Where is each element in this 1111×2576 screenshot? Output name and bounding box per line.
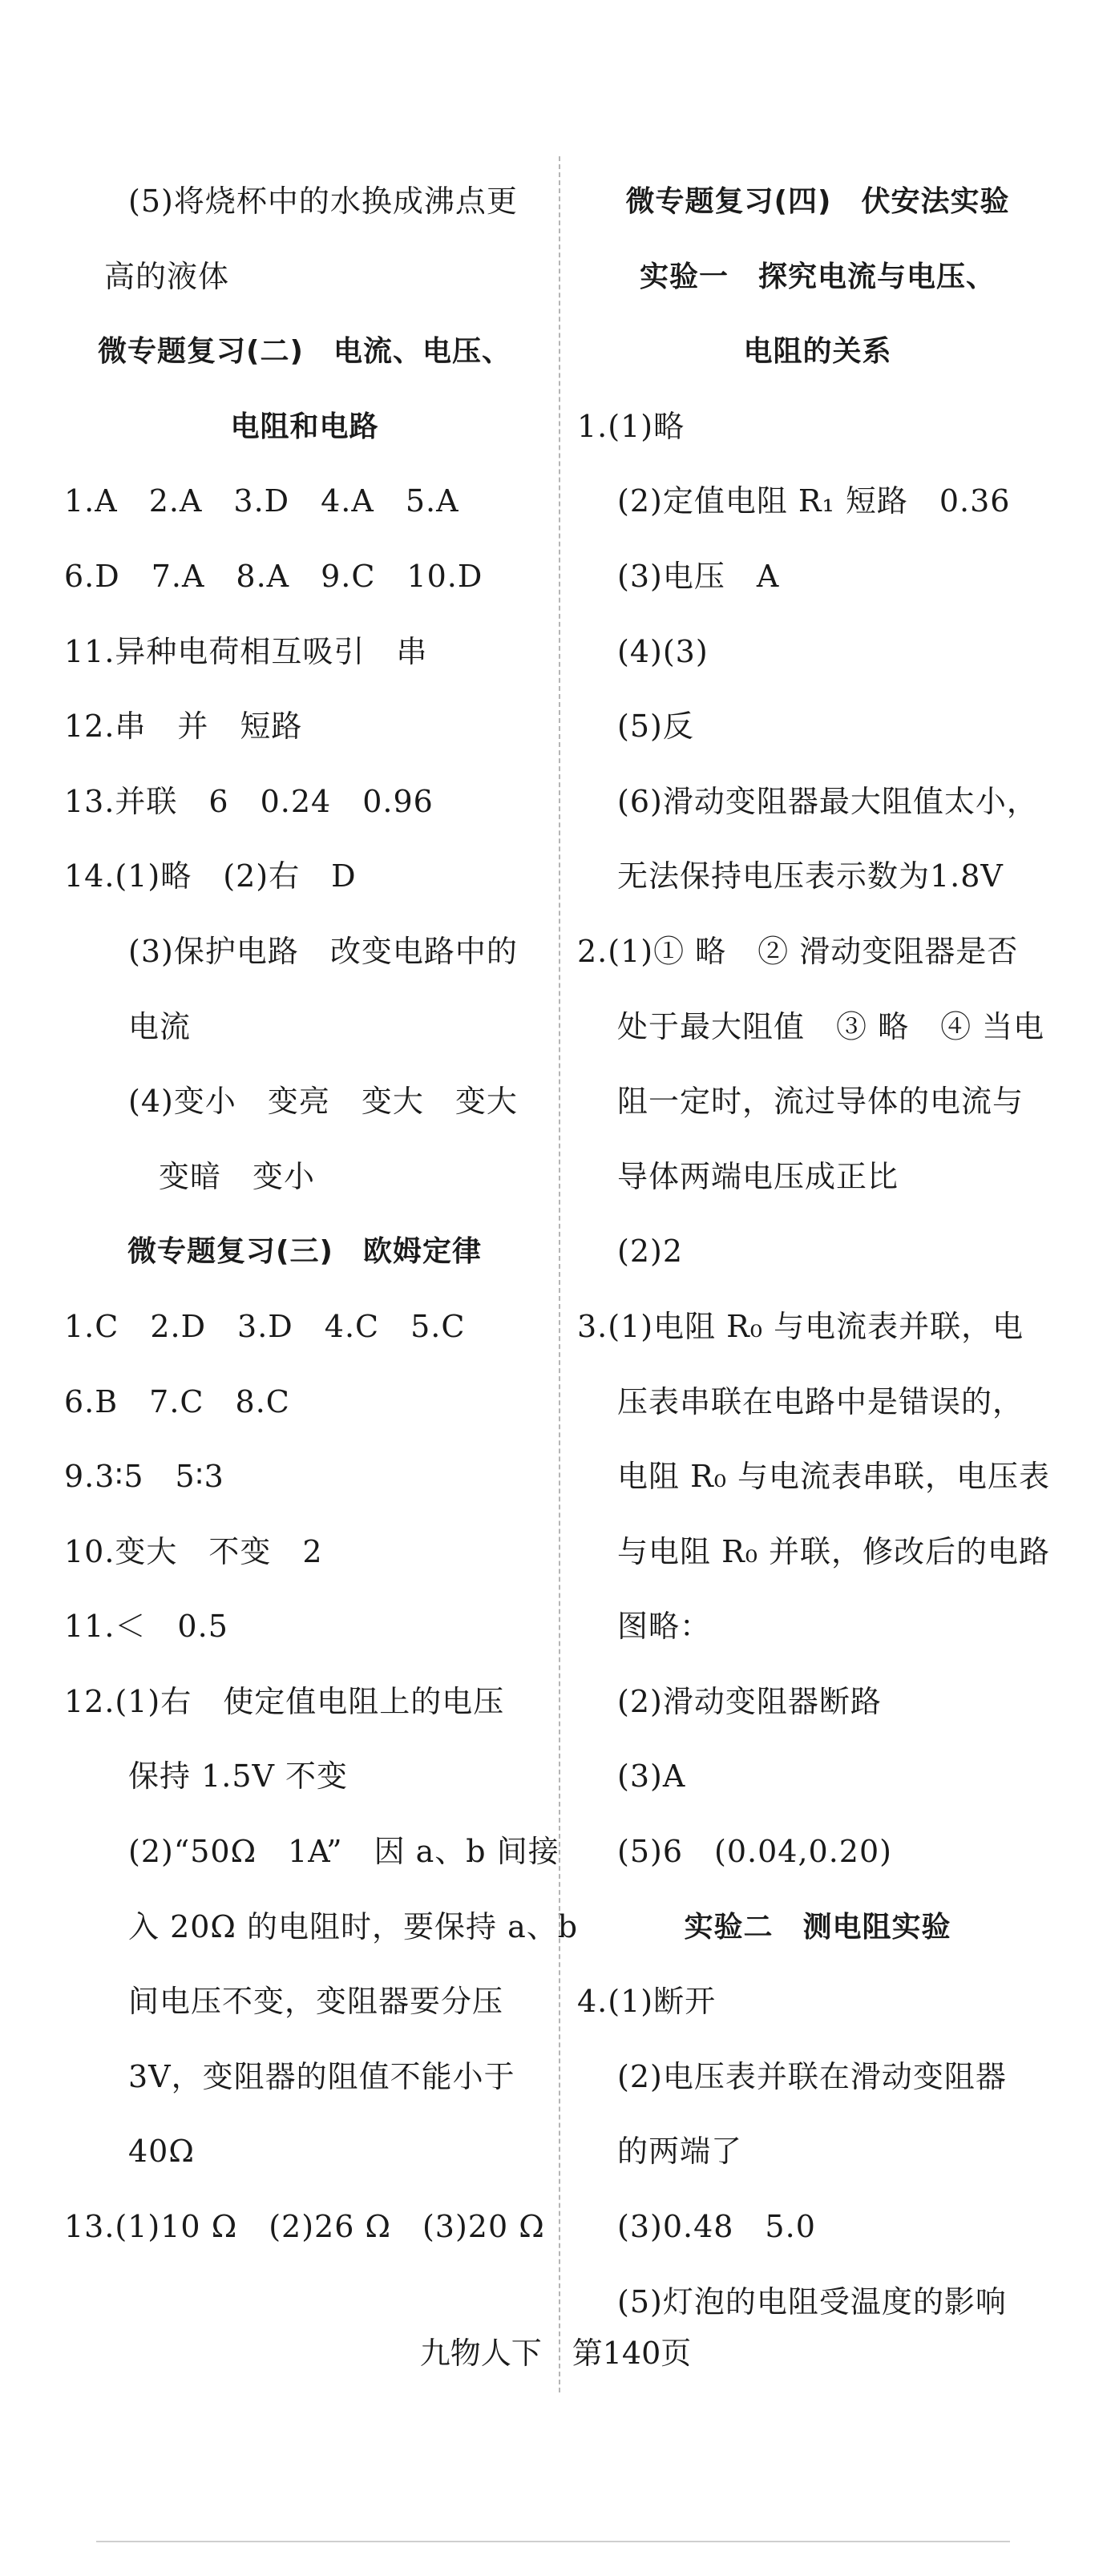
answer-line: (5)反: [617, 709, 694, 745]
bottom-rule: [96, 2541, 1010, 2542]
answer-line: 保持 1.5V 不变: [128, 1758, 349, 1795]
column-divider: [559, 156, 560, 2392]
right-answer-column: [577, 164, 1058, 2340]
answer-line: 电流: [128, 1008, 192, 1044]
answer-line: 1.A 2.A 3.D 4.A 5.A: [64, 483, 459, 519]
section-heading: 电阻的关系: [743, 335, 892, 369]
answer-line: 3.(1)电阻 R₀ 与电流表并联，电: [577, 1308, 1024, 1344]
section-heading: 微专题复习(四) 伏安法实验: [625, 185, 1010, 218]
answer-line: 高的液体: [104, 258, 230, 294]
section-heading: 实验一 探究电流与电压、: [639, 260, 996, 293]
answer-line: (2)“50Ω 1A” 因 a、b 间接: [128, 1834, 560, 1870]
answer-line: 6.B 7.C 8.C: [64, 1383, 290, 1419]
answer-line: 1.C 2.D 3.D 4.C 5.C: [64, 1308, 466, 1344]
answer-line: 图略：: [617, 1609, 712, 1645]
answer-line: (3)保护电路 改变电路中的: [128, 933, 518, 969]
answer-line: 阻一定时，流过导体的电流与: [617, 1084, 1024, 1120]
answer-line: (2)电压表并联在滑动变阻器: [617, 2058, 1007, 2094]
answer-line: (2)2: [617, 1233, 684, 1270]
answer-line: 6.D 7.A 8.A 9.C 10.D: [64, 558, 483, 594]
answer-line: 处于最大阻值 ③ 略 ④ 当电: [617, 1008, 1045, 1044]
answer-line: (5)6 (0.04,0.20): [617, 1834, 892, 1870]
answer-line: 40Ω: [128, 2134, 195, 2170]
answer-line: (2)滑动变阻器断路: [617, 1683, 882, 1719]
answer-line: 导体两端电压成正比: [617, 1158, 899, 1194]
left-answer-column: [64, 164, 579, 2265]
answer-line: 13.并联 6 0.24 0.96: [64, 783, 434, 819]
answer-line: 间电压不变，变阻器要分压: [128, 1984, 504, 2020]
answer-line: (6)滑动变阻器最大阻值太小，: [617, 783, 1038, 819]
answer-line: (4)变小 变亮 变大 变大: [128, 1084, 518, 1120]
answer-line: 12.串 并 短路: [64, 709, 303, 745]
answer-line: (5)将烧杯中的水换成沸点更: [128, 184, 518, 219]
answer-line: 13.(1)10 Ω (2)26 Ω (3)20 Ω: [64, 2209, 545, 2245]
answer-line: 1.(1)略: [577, 408, 685, 444]
answer-line: (2)定值电阻 R₁ 短路 0.36: [617, 483, 1011, 519]
answer-line: 11.＜ 0.5: [64, 1609, 228, 1645]
page-footer: 九物人下 第140页: [419, 2336, 692, 2371]
section-heading: 微专题复习(二) 电流、电压、: [98, 335, 511, 369]
answer-line: 11.异种电荷相互吸引 串: [64, 633, 428, 669]
answer-line: (3)0.48 5.0: [617, 2209, 816, 2245]
answer-line: 10.变大 不变 2: [64, 1533, 323, 1569]
answer-line: 3V，变阻器的阻值不能小于: [128, 2058, 515, 2094]
answer-line: 入 20Ω 的电阻时，要保持 a、b: [128, 1908, 579, 1944]
answer-line: 12.(1)右 使定值电阻上的电压: [64, 1683, 505, 1719]
section-heading: 实验二 测电阻实验: [684, 1910, 951, 1944]
answer-line: 与电阻 R₀ 并联，修改后的电路: [617, 1533, 1051, 1569]
answer-line: (4)(3): [617, 633, 709, 669]
answer-line: 无法保持电压表示数为1.8V: [617, 858, 1004, 894]
answer-line: 电阻 R₀ 与电流表串联，电压表: [617, 1459, 1051, 1495]
section-heading: 微专题复习(三) 欧姆定律: [127, 1235, 482, 1269]
answer-line: 4.(1)断开: [577, 1984, 717, 2020]
section-heading: 电阻和电路: [230, 410, 379, 443]
answer-line: 14.(1)略 (2)右 D: [64, 858, 357, 894]
answer-line: 变暗 变小: [159, 1158, 316, 1194]
answer-line: 的两端了: [617, 2134, 743, 2170]
answer-line: 压表串联在电路中是错误的，: [617, 1383, 1024, 1419]
answer-line: 9.3∶5 5∶3: [64, 1459, 224, 1495]
answer-line: (3)电压 A: [617, 558, 780, 594]
answer-line: 2.(1)① 略 ② 滑动变阻器是否: [577, 933, 1019, 969]
answer-line: (3)A: [617, 1758, 686, 1795]
answer-line: (5)灯泡的电阻受温度的影响: [617, 2283, 1007, 2320]
